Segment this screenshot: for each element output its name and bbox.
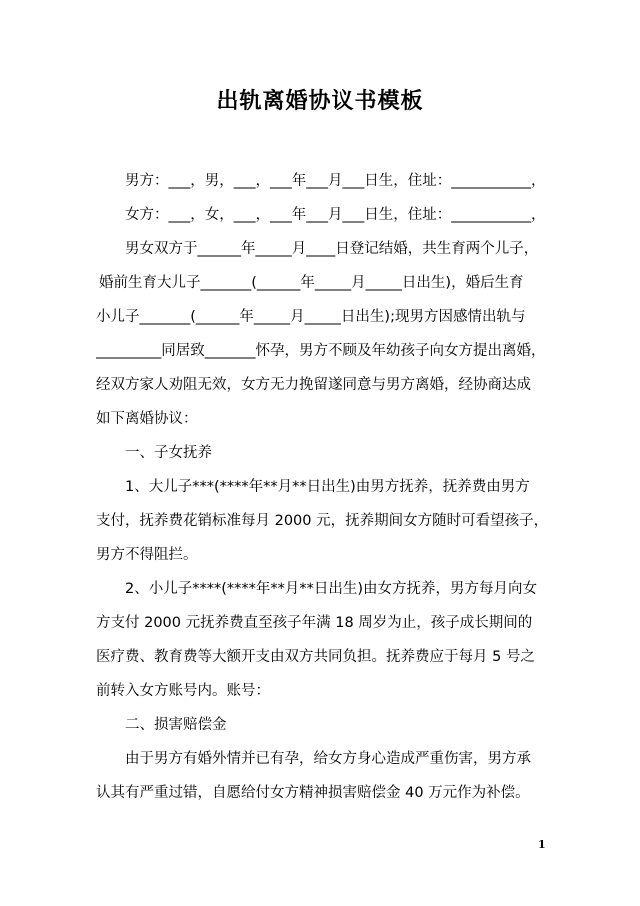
- clause-line: 2、小儿子****(****年**月**日出生)由女方抚养，男方每月向女: [125, 581, 538, 597]
- paragraph-line: 男女双方于______年_____月____日登记结婚，共生育两个儿子，: [125, 241, 539, 257]
- paragraph-line: 婚前生育大儿子_______(______年_____月_____日出生)，婚后生育: [99, 275, 524, 291]
- clause-line: 1、大儿子***(****年**月**日出生)由男方抚养，抚养费由男方: [125, 479, 530, 495]
- clause-line: 男方不得阻拦。: [96, 547, 198, 563]
- document-title: 出轨离婚协议书模板: [216, 89, 424, 114]
- party-female-line: 女方：___，女，___，___年___月___日生，住址：___________，: [125, 207, 546, 223]
- paragraph-line: 经双方家人劝阻无效，女方无力挽留遂同意与男方离婚，经协商达成: [96, 377, 531, 393]
- clause-line: 前转入女方账号内。账号：: [96, 683, 270, 699]
- party-male-line: 男方：___，男，___，___年___月___日生，住址：___________，: [125, 173, 546, 189]
- section-heading-child-custody: 一、子女抚养: [125, 445, 212, 461]
- section-heading-damages: 二、损害赔偿金: [125, 717, 227, 733]
- page-number: 1: [538, 838, 546, 851]
- clause-line: 医疗费、教育费等大额开支由双方共同负担。抚养费应于每月 5 号之: [96, 649, 535, 665]
- clause-line: 由于男方有婚外情并已有孕，给女方身心造成严重伤害，男方承: [125, 751, 531, 767]
- clause-line: 方支付 2000 元抚养费直至孩子年满 18 周岁为止，孩子成长期间的: [96, 615, 533, 631]
- clause-line: 认其有严重过错，自愿给付女方精神损害赔偿金 40 万元作为补偿。: [96, 785, 530, 801]
- paragraph-line: 小儿子_______(______年_____月_____日出生);现男方因感情出轨与: [96, 309, 526, 325]
- clause-line: 支付，抚养费花销标准每月 2000 元，抚养期间女方随时可看望孩子，: [96, 513, 548, 529]
- document-body: [96, 164, 548, 810]
- paragraph-line: _________同居致_______怀孕，男方不顾及年幼孩子向女方提出离婚，: [96, 343, 546, 359]
- paragraph-line: 如下离婚协议：: [96, 411, 198, 427]
